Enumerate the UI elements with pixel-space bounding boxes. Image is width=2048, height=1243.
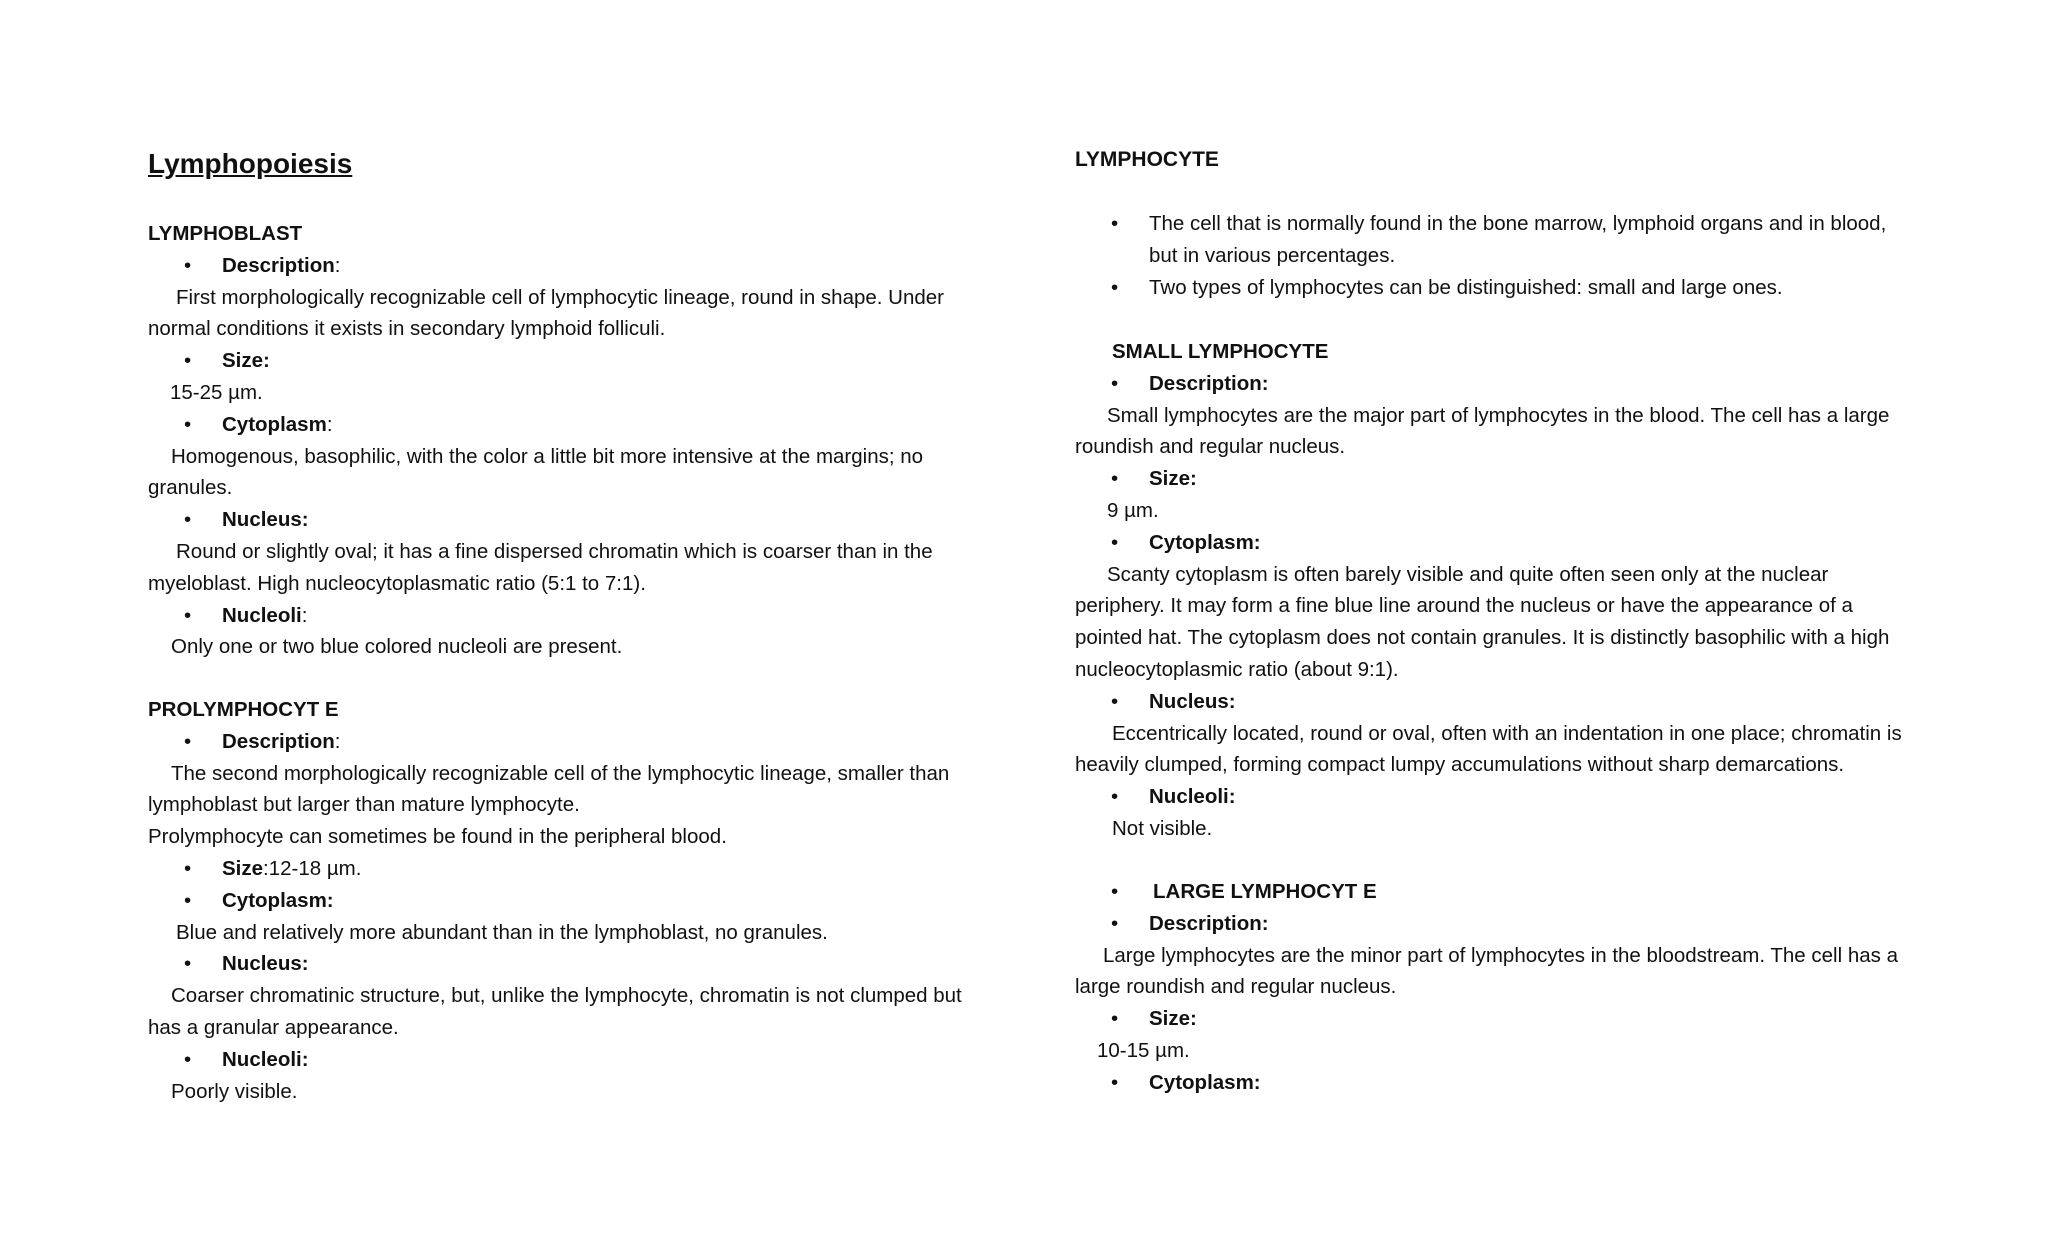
lymphocyte-bullet-1-text-2: but in various percentages. xyxy=(1149,243,1396,267)
lymphoblast-description-item xyxy=(148,250,1008,282)
small-cytoplasm-text-4: nucleocytoplasmic ratio (about 9:1). xyxy=(1075,657,1399,681)
prolymphocyte-description-item xyxy=(148,726,1008,758)
description-label: Description: xyxy=(1149,371,1269,395)
small-description-item xyxy=(1075,368,1945,400)
prolymphocyte-nucleus-item xyxy=(148,948,1008,980)
small-nucleoli-item xyxy=(1075,781,1945,813)
small-cytoplasm-item xyxy=(1075,527,1945,559)
small-nucleoli-text: Not visible. xyxy=(1112,816,1213,840)
bullet-icon: • xyxy=(184,856,192,880)
lymphocyte-bullet-1-text: The cell that is normally found in the bone marrow, lymphoid organs and in blood, xyxy=(1149,212,1887,235)
small-nucleus-text-2: heavily clumped, forming compact lumpy accumulations without sharp demarcations. xyxy=(1075,753,1845,777)
small-cytoplasm-text-3: pointed hat. The cytoplasm does not contain granules. It is distinctly basophilic with a high xyxy=(1075,626,1890,650)
nucleus-label: Nucleus: xyxy=(222,952,309,976)
bullet-icon: • xyxy=(1111,911,1119,935)
lymphoblast-cytoplasm-text: Homogenous, basophilic, with the color a little bit more intensive at the margins; no xyxy=(171,444,924,468)
bullet-icon: • xyxy=(184,412,192,436)
prolymphocyte-description-text-2: lymphoblast but larger than mature lymphocyte. xyxy=(148,793,580,817)
prolymphocyte-heading: PROLYMPHOCYT E xyxy=(148,698,339,721)
small-description-text-2: roundish and regular nucleus. xyxy=(1075,435,1346,459)
cytoplasm-label: Cytoplasm: xyxy=(222,888,334,912)
bullet-icon: • xyxy=(1111,371,1119,395)
bullet-icon: • xyxy=(1111,212,1119,235)
large-size-value: 10-15 µm. xyxy=(1097,1038,1190,1062)
small-cytoplasm-text-2: periphery. It may form a fine blue line around the nucleus or have the appearance of a xyxy=(1075,594,1853,618)
small-description-text: Small lymphocytes are the major part of lymphocytes in the blood. The cell has a large xyxy=(1107,403,1890,427)
lymphocyte-section xyxy=(1075,208,1945,303)
lymphoblast-nucleus-text: Round or slightly oval; it has a fine dispersed chromatin which is coarser than in the xyxy=(176,539,933,563)
lymphocyte-bullet-2 xyxy=(1075,272,1945,304)
prolymphocyte-description-text-3: Prolymphocyte can sometimes be found in the peripheral blood. xyxy=(148,825,727,849)
prolymphocyte-cytoplasm-item xyxy=(148,885,1008,917)
colon: : xyxy=(334,729,341,753)
prolymphocyte-section xyxy=(148,694,1008,1107)
lymphoblast-description-text: First morphologically recognizable cell of lymphocytic lineage, round in shape. Under xyxy=(176,285,944,309)
lymphocyte-bullet-2-text: Two types of lymphocytes can be distinguished: small and large ones. xyxy=(1149,275,1783,299)
nucleus-label: Nucleus: xyxy=(222,508,309,532)
lymphocyte-title: LYMPHOCYTE xyxy=(1075,148,1219,171)
cytoplasm-label: Cytoplasm: xyxy=(1149,530,1261,554)
bullet-icon: • xyxy=(1111,1007,1119,1031)
lymphoblast-nucleoli-item xyxy=(148,600,1008,632)
size-value: :12-18 µm. xyxy=(263,856,362,880)
description-label: Description: xyxy=(1149,911,1269,935)
bullet-icon: • xyxy=(1111,530,1119,554)
prolymphocyte-nucleoli-item xyxy=(148,1044,1008,1076)
lymphoblast-heading: LYMPHOBLAST xyxy=(148,222,303,245)
size-label: Size xyxy=(222,856,264,880)
small-nucleus-text: Eccentrically located, round or oval, often with an indentation in one place; chromatin is xyxy=(1112,721,1902,745)
nucleus-label: Nucleus: xyxy=(1149,689,1236,713)
lymphoblast-size-item xyxy=(148,345,1008,377)
large-size-item xyxy=(1075,1003,1945,1035)
nucleoli-label: Nucleoli xyxy=(222,603,302,627)
colon: : xyxy=(301,603,308,627)
large-description-item xyxy=(1075,908,1945,940)
nucleoli-label: Nucleoli: xyxy=(1149,785,1236,809)
large-lymphocyte-section xyxy=(1075,876,1945,1099)
lymphoblast-nucleoli-text: Only one or two blue colored nucleoli are present. xyxy=(171,635,623,659)
large-description-text: Large lymphocytes are the minor part of lymphocytes in the bloodstream. The cell has a xyxy=(1103,943,1898,967)
prolymphocyte-description-text: The second morphologically recognizable cell of the lymphocytic lineage, smaller than xyxy=(171,761,950,785)
bullet-icon: • xyxy=(1111,467,1119,491)
bullet-icon: • xyxy=(184,952,192,976)
size-label: Size: xyxy=(1149,467,1197,491)
large-lymphocyte-heading-item xyxy=(1075,876,1945,908)
bullet-icon: • xyxy=(1111,689,1119,713)
lymphoblast-nucleus-text-2: myeloblast. High nucleocytoplasmatic ratio (5:1 to 7:1). xyxy=(148,571,646,595)
small-size-value: 9 µm. xyxy=(1107,498,1159,522)
bullet-icon: • xyxy=(184,603,192,627)
bullet-icon: • xyxy=(184,349,192,373)
bullet-icon: • xyxy=(1111,1070,1119,1094)
lymphoblast-size-value: 15-25 µm. xyxy=(170,380,263,404)
prolymphocyte-nucleoli-text: Poorly visible. xyxy=(171,1079,298,1103)
prolymphocyte-nucleus-text: Coarser chromatinic structure, but, unlike the lymphocyte, chromatin is not clumped but xyxy=(171,984,962,1008)
lymphocyte-bullet-1 xyxy=(1075,208,1945,240)
lymphoblast-description-text-2: normal conditions it exists in secondary lymphoid folliculi. xyxy=(148,317,666,341)
cytoplasm-label: Cytoplasm: xyxy=(1149,1070,1261,1094)
small-lymphocyte-section xyxy=(1075,336,1945,845)
large-lymphocyte-heading: LARGE LYMPHOCYT E xyxy=(1153,880,1377,903)
cytoplasm-label: Cytoplasm xyxy=(222,412,327,436)
bullet-icon: • xyxy=(184,508,192,532)
colon: : xyxy=(334,253,341,277)
lymphoblast-section xyxy=(148,218,1008,663)
small-size-item xyxy=(1075,463,1945,495)
prolymphocyte-nucleus-text-2: has a granular appearance. xyxy=(148,1015,399,1039)
size-label: Size: xyxy=(1149,1007,1197,1031)
description-label: Description xyxy=(222,729,335,753)
colon: : xyxy=(326,412,333,436)
lymphoblast-cytoplasm-text-2: granules. xyxy=(148,476,233,500)
bullet-icon: • xyxy=(1111,880,1119,903)
size-label: Size: xyxy=(222,349,270,373)
small-lymphocyte-heading: SMALL LYMPHOCYTE xyxy=(1112,340,1329,363)
large-cytoplasm-item xyxy=(1075,1067,1945,1099)
lymphoblast-cytoplasm-item xyxy=(148,409,1008,441)
bullet-icon: • xyxy=(184,888,192,912)
page-title: Lymphopoiesis xyxy=(148,148,353,179)
small-cytoplasm-text: Scanty cytoplasm is often barely visible and quite often seen only at the nuclear xyxy=(1107,562,1829,586)
lymphoblast-nucleus-item xyxy=(148,504,1008,536)
bullet-icon: • xyxy=(184,729,192,753)
prolymphocyte-cytoplasm-text: Blue and relatively more abundant than in the lymphoblast, no granules. xyxy=(176,920,828,944)
nucleoli-label: Nucleoli: xyxy=(222,1047,309,1071)
small-nucleus-item xyxy=(1075,686,1945,718)
bullet-icon: • xyxy=(184,1047,192,1071)
description-label: Description xyxy=(222,253,335,277)
prolymphocyte-size-item xyxy=(148,853,1008,885)
bullet-icon: • xyxy=(184,253,192,277)
bullet-icon: • xyxy=(1111,785,1119,809)
large-description-text-2: large roundish and regular nucleus. xyxy=(1075,975,1397,999)
bullet-icon: • xyxy=(1111,275,1119,299)
